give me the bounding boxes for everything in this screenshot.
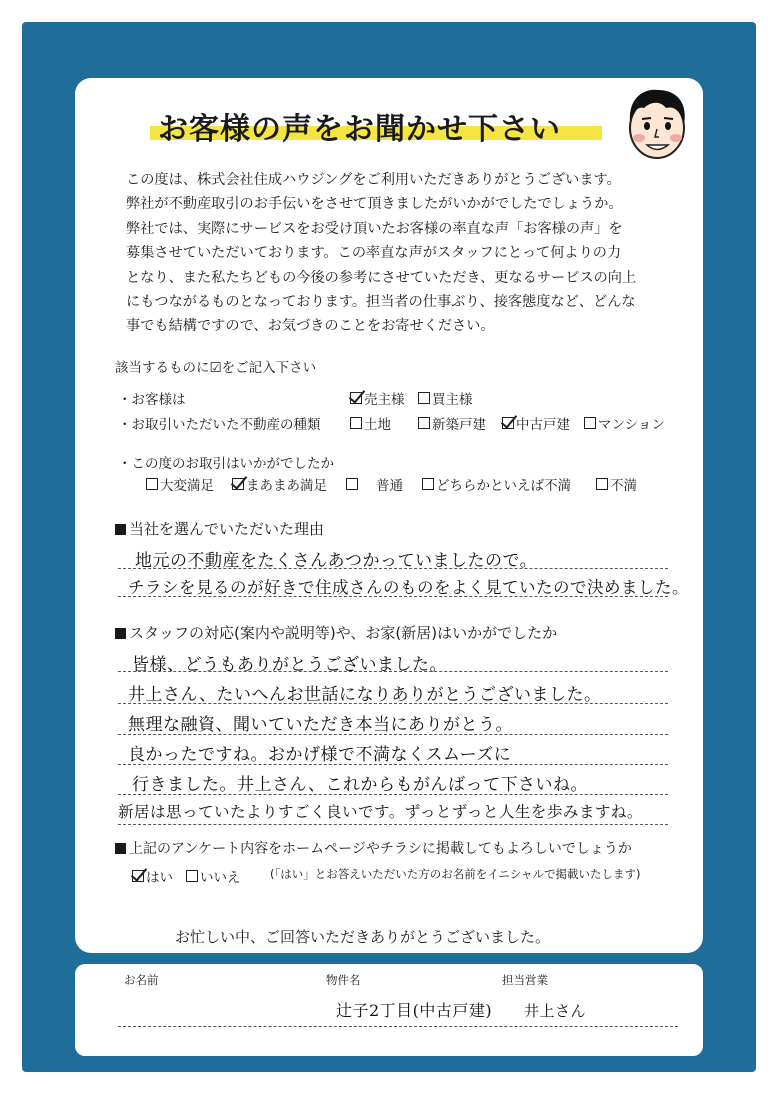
checkbox[interactable] [146, 478, 158, 490]
reason-heading [115, 518, 324, 539]
answer-rule [118, 794, 668, 795]
answer-rule [118, 596, 668, 597]
option-label: 不満 [610, 478, 637, 494]
square-bullet-icon [115, 843, 126, 854]
checkbox[interactable] [584, 417, 596, 429]
publish-heading-text: 上記のアンケート内容をホームページやチラシに掲載してもよろしいでしょうか [129, 841, 632, 857]
option-seller[interactable] [350, 388, 405, 408]
option-no[interactable] [186, 866, 241, 886]
intro-text [126, 168, 686, 339]
checkbox[interactable] [350, 417, 362, 429]
option-label: 大変満足 [160, 478, 214, 494]
property-type-label: ・お取引いただいた不動産の種類 [118, 417, 321, 433]
option-label: はい [146, 870, 173, 886]
staff-answer-line: 皆様、どうもありがとうございました。 [132, 655, 447, 675]
answer-rule [118, 824, 668, 825]
checkbox[interactable] [418, 392, 430, 404]
staff-face-icon [620, 84, 694, 162]
staff-heading-text: スタッフの対応(案内や説明等)や、お家(新居)はいかがでしたか [129, 624, 558, 642]
option-very-satisfied[interactable] [146, 474, 214, 494]
checkbox-instruction: 該当するものに☑をご記入下さい [115, 360, 317, 376]
intro-line: となり、また私たちどもの今後の参考にさせていただき、更なるサービスの向上 [126, 269, 637, 286]
staff-answer-line: 無理な融資、聞いていただき本当にありがとう。 [128, 715, 513, 735]
footer-rule [118, 1026, 678, 1027]
option-label: いいえ [200, 870, 241, 886]
intro-line: 募集させていただいております。この率直な声がスタッフにとって何よりの力 [126, 245, 622, 262]
option-buyer[interactable] [418, 388, 473, 408]
answer-rule [118, 764, 668, 765]
property-name-value: 辻子2丁目(中古戸建) [336, 1001, 493, 1020]
satisfaction-label: ・この度のお取引はいかがでしたか [118, 456, 334, 472]
thanks-message: お忙しい中、ご回答いただきありがとうございました。 [175, 928, 551, 946]
publish-note: (「はい」とお答えいただいた方のお名前をイニシャルで掲載いたします) [270, 867, 641, 881]
intro-line: 事でも結構ですので、お気づきのことをお寄せください。 [126, 318, 495, 335]
checkbox[interactable] [346, 478, 358, 490]
answer-rule [118, 671, 668, 672]
option-fairly-satisfied[interactable] [232, 474, 327, 494]
checkbox[interactable] [132, 870, 144, 882]
intro-line: 弊社では、実際にサービスをお受け頂いたお客様の率直な声「お客様の声」を [126, 220, 623, 237]
intro-line: この度は、株式会社住成ハウジングをご利用いただきありがとうございます。 [126, 172, 621, 188]
answer-rule [118, 703, 668, 704]
option-label: 売主様 [364, 392, 405, 408]
name-label: お名前 [124, 973, 159, 987]
option-label: 中古戸建 [516, 417, 570, 433]
checkbox[interactable] [418, 417, 430, 429]
sales-rep-label: 担当営業 [502, 973, 548, 987]
option-used-house[interactable] [502, 413, 570, 433]
square-bullet-icon [115, 628, 126, 639]
option-label: マンション [598, 417, 665, 433]
option-label: 買主様 [432, 392, 473, 408]
option-label: 普通 [376, 478, 403, 494]
option-normal[interactable] [346, 474, 403, 494]
option-label: 土地 [364, 417, 391, 433]
staff-heading [115, 622, 557, 643]
square-bullet-icon [115, 524, 126, 535]
checkbox[interactable] [350, 392, 362, 404]
option-land[interactable] [350, 413, 391, 433]
staff-answer-line: 新居は思っていたよりすごく良いです。ずっとずっと人生を歩みますね。 [118, 803, 643, 821]
intro-line: にもつながるものとなっております。担当者の仕事ぶり、接客態度など、どんな [126, 294, 636, 311]
property-name-label: 物件名 [326, 973, 361, 987]
customer-type-label: ・お客様は [118, 392, 186, 408]
option-condo[interactable] [584, 413, 665, 433]
checkbox[interactable] [502, 417, 514, 429]
page-title: お客様の声をお聞かせ下さい [158, 112, 561, 147]
checkbox[interactable] [186, 870, 198, 882]
option-label: 新築戸建 [432, 417, 486, 433]
staff-answer-line: 井上さん、たいへんお世話になりありがとうございました。 [128, 685, 602, 705]
reason-heading-text: 当社を選んでいただいた理由 [129, 520, 325, 538]
option-new-house[interactable] [418, 413, 486, 433]
option-label: どちらかといえば不満 [436, 478, 571, 494]
intro-line: 弊社が不動産取引のお手伝いをさせて頂きましたがいかがでしたでしょうか。 [126, 196, 623, 213]
staff-answer-line: 行きました。井上さん、これからもがんばって下さいね。 [132, 775, 589, 795]
option-dissatisfied[interactable] [596, 474, 637, 494]
publish-heading [115, 838, 632, 858]
sales-rep-value: 井上さん [524, 1002, 587, 1020]
option-yes[interactable] [132, 866, 173, 886]
staff-answer-line: 良かったですね。おかげ様で不満なくスムーズに [128, 745, 512, 765]
checkbox[interactable] [232, 478, 244, 490]
answer-rule [118, 734, 668, 735]
option-label: まあまあ満足 [246, 478, 327, 494]
answer-rule [118, 568, 668, 569]
option-somewhat-dissatisfied[interactable] [422, 474, 571, 494]
checkbox[interactable] [422, 478, 434, 490]
reason-answer-line: チラシを見るのが好きで住成さんのものをよく見ていたので決めました。 [128, 578, 689, 597]
reason-answer-line: 地元の不動産をたくさんあつかっていましたので。 [135, 551, 538, 571]
checkbox[interactable] [596, 478, 608, 490]
